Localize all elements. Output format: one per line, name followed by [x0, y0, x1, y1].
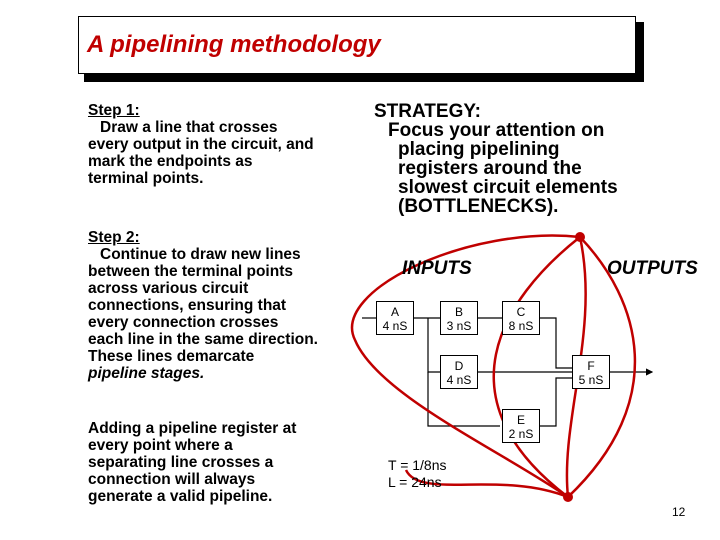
step1-heading: Step 1: [88, 102, 140, 119]
block-delay: 2 nS [508, 427, 534, 441]
block-a [376, 301, 414, 335]
step2-heading: Step 2: [88, 229, 140, 246]
block-name: D [454, 359, 464, 373]
terminal-point-top [575, 232, 585, 242]
latency-label: L = 24ns [388, 474, 442, 490]
block-f [572, 355, 610, 389]
block-d [440, 355, 478, 389]
block-c [502, 301, 540, 335]
terminal-point-bottom [563, 492, 573, 502]
block-name: A [390, 305, 399, 319]
note-line: generate a valid pipeline. [88, 488, 273, 505]
step2-line: across various circuit [88, 280, 249, 297]
strategy-line: (BOTTLENECKS). [398, 196, 559, 217]
strategy-line: slowest circuit elements [398, 177, 618, 198]
strategy-line: placing pipelining [398, 139, 560, 160]
block-name: E [516, 413, 525, 427]
step1-line: mark the endpoints as [88, 153, 253, 170]
step2-line: These lines demarcate [88, 348, 255, 365]
step2-line: connections, ensuring that [88, 297, 287, 314]
step2-line: pipeline stages. [88, 365, 205, 382]
strategy-line: Focus your attention on [388, 120, 605, 141]
step1-line: Draw a line that crosses [100, 119, 278, 136]
block-b [440, 301, 478, 335]
strategy-heading: STRATEGY: [374, 101, 481, 122]
note-line: separating line crosses a [88, 454, 274, 471]
page-number: 12 [672, 505, 686, 519]
wire-e-f [540, 378, 572, 426]
block-name: F [587, 359, 595, 373]
step1-line: terminal points. [88, 170, 204, 187]
step1-line: every output in the circuit, and [88, 136, 314, 153]
step2-line: Continue to draw new lines [100, 246, 301, 263]
block-delay: 4 nS [382, 319, 408, 333]
block-name: C [516, 305, 526, 319]
block-delay: 5 nS [578, 373, 604, 387]
step2-line: between the terminal points [88, 263, 293, 280]
block-delay: 4 nS [446, 373, 472, 387]
slide-title: A pipelining methodology [87, 31, 381, 58]
note-line: connection will always [88, 471, 256, 488]
block-delay: 3 nS [446, 319, 472, 333]
block-e [502, 409, 540, 443]
block-delay: 8 nS [508, 319, 534, 333]
outputs-label: OUTPUTS [607, 258, 698, 279]
strategy-line: registers around the [398, 158, 582, 179]
inputs-label: INPUTS [402, 258, 472, 279]
step2-line: every connection crosses [88, 314, 279, 331]
block-name: B [454, 305, 463, 319]
step2-line: each line in the same direction. [88, 331, 318, 348]
note-line: every point where a [88, 437, 233, 454]
note-line: Adding a pipeline register at [88, 420, 297, 437]
wire-a-d [428, 318, 440, 372]
throughput-label: T = 1/8ns [388, 457, 447, 473]
wire-c-f [540, 318, 572, 368]
